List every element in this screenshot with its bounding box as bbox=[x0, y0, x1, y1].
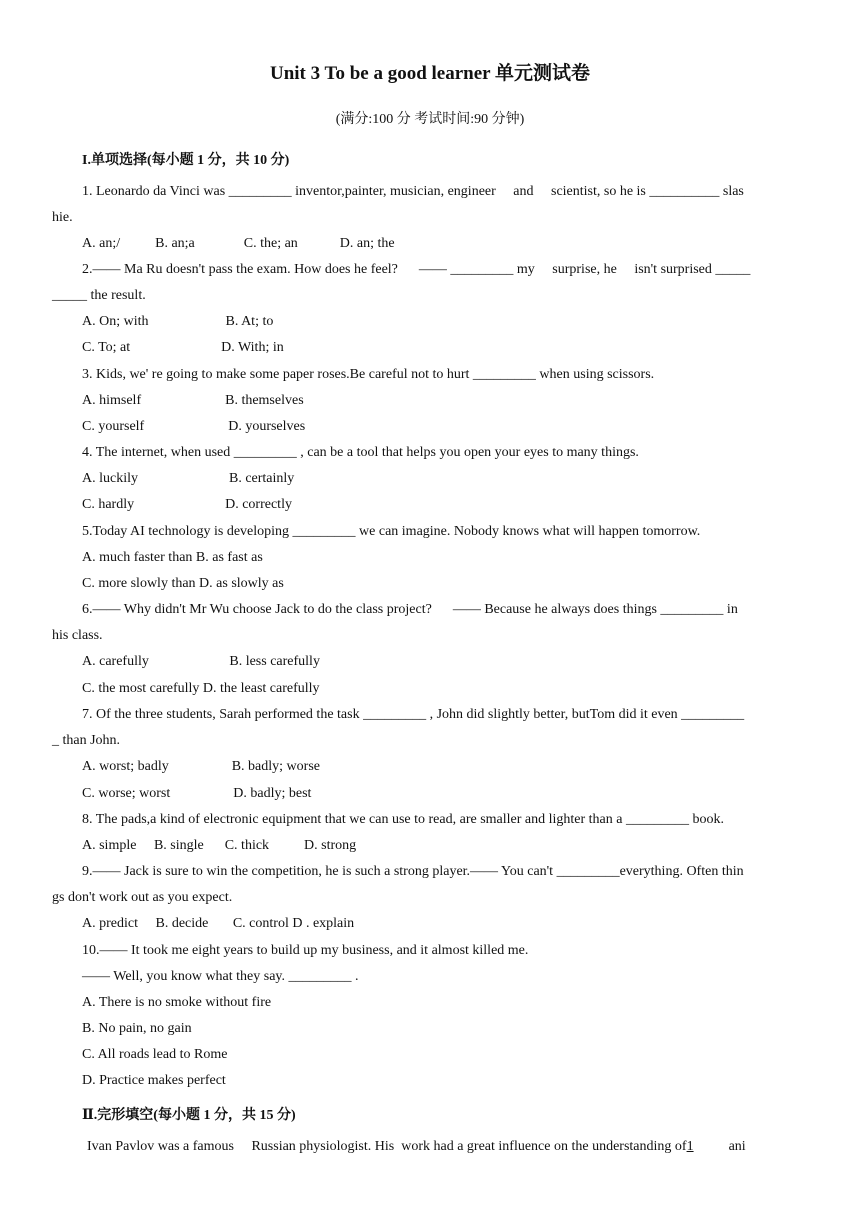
question-4-text: 4. The internet, when used _________ , can be a tool that helps you open your eyes to many things. bbox=[82, 445, 639, 460]
question-2-options-ab: A. On; with B. At; to bbox=[82, 314, 274, 329]
question-7-options-ab: A. worst; badly B. badly; worse bbox=[82, 759, 320, 774]
question-10-option-c: C. All roads lead to Rome bbox=[82, 1047, 228, 1062]
question-6-options-cd: C. the most carefully D. the least carefully bbox=[82, 681, 320, 696]
question-2-text: 2.—— Ma Ru doesn't pass the exam. How does he feel? —— _________ my surprise, he isn't surprised _____ bbox=[82, 262, 751, 277]
question-9-text-cont: gs don't work out as you expect. bbox=[52, 890, 233, 905]
question-4-options-cd: C. hardly D. correctly bbox=[82, 497, 292, 512]
question-6-options-ab: A. carefully B. less carefully bbox=[82, 654, 320, 669]
question-6-text: 6.—— Why didn't Mr Wu choose Jack to do the class project? —— Because he always does things _________ in bbox=[82, 602, 738, 617]
cloze-spacer bbox=[694, 1139, 729, 1154]
question-8-options: A. simple B. single C. thick D. strong bbox=[82, 838, 357, 853]
question-1-text-cont: hie. bbox=[52, 210, 73, 225]
question-8-text: 8. The pads,a kind of electronic equipment that we can use to read, are smaller and lighter than a _________ book. bbox=[82, 812, 724, 827]
question-10-option-b: B. No pain, no gain bbox=[82, 1021, 192, 1036]
question-10-reply: —— Well, you know what they say. _________ . bbox=[82, 969, 359, 984]
question-7-text-cont: _ than John. bbox=[52, 733, 121, 748]
question-9-text: 9.—— Jack is sure to win the competition, he is such a strong player.—— You can't _________everything. Often thin bbox=[82, 864, 744, 879]
question-3-options-ab: A. himself B. themselves bbox=[82, 393, 304, 408]
cloze-passage-text: Ivan Pavlov was a famous Russian physiologist. His work had a great influence on the understanding of bbox=[87, 1139, 687, 1154]
question-10-option-d: D. Practice makes perfect bbox=[82, 1073, 226, 1088]
question-1-text: 1. Leonardo da Vinci was _________ inventor,painter, musician, engineer and scientist, so he is __________ slas bbox=[82, 184, 744, 199]
question-10-option-a: A. There is no smoke without fire bbox=[82, 995, 272, 1010]
question-7-options-cd: C. worse; worst D. badly; best bbox=[82, 786, 312, 801]
question-4-options-ab: A. luckily B. certainly bbox=[82, 471, 295, 486]
cloze-passage-tail: ani bbox=[728, 1139, 746, 1154]
section-heading-1: I.单项选择(每小题 1 分，共 10 分) bbox=[82, 153, 290, 168]
question-6-text-cont: his class. bbox=[52, 628, 103, 643]
cloze-blank-number: 1 bbox=[686, 1139, 694, 1154]
question-10-text: 10.—— It took me eight years to build up my business, and it almost killed me. bbox=[82, 943, 529, 958]
question-5-text: 5.Today AI technology is developing _________ we can imagine. Nobody knows what will happen tomorrow. bbox=[82, 524, 701, 539]
question-5-options-cd: C. more slowly than D. as slowly as bbox=[82, 576, 284, 591]
question-7-text: 7. Of the three students, Sarah performed the task _________ , John did slightly better, butTom did it even _________ bbox=[82, 707, 745, 722]
question-2-options-cd: C. To; at D. With; in bbox=[82, 340, 284, 355]
question-2-text-cont: _____ the result. bbox=[52, 288, 146, 303]
question-9-options: A. predict B. decide C. control D . explain bbox=[82, 916, 355, 931]
question-1-options: A. an;/ B. an;a C. the; an D. an; the bbox=[82, 236, 395, 251]
page-subtitle: (满分:100 分 考试时间:90 分钟) bbox=[335, 112, 525, 127]
question-3-text: 3. Kids, we' re going to make some paper roses.Be careful not to hurt _________ when using scissors. bbox=[82, 367, 655, 382]
question-3-options-cd: C. yourself D. yourselves bbox=[82, 419, 306, 434]
section-heading-2: Ⅱ.完形填空(每小题 1 分，共 15 分) bbox=[82, 1108, 296, 1123]
question-5-options-ab: A. much faster than B. as fast as bbox=[82, 550, 263, 565]
page-title: Unit 3 To be a good learner 单元测试卷 bbox=[269, 63, 591, 84]
cloze-passage-line bbox=[87, 1138, 746, 1156]
